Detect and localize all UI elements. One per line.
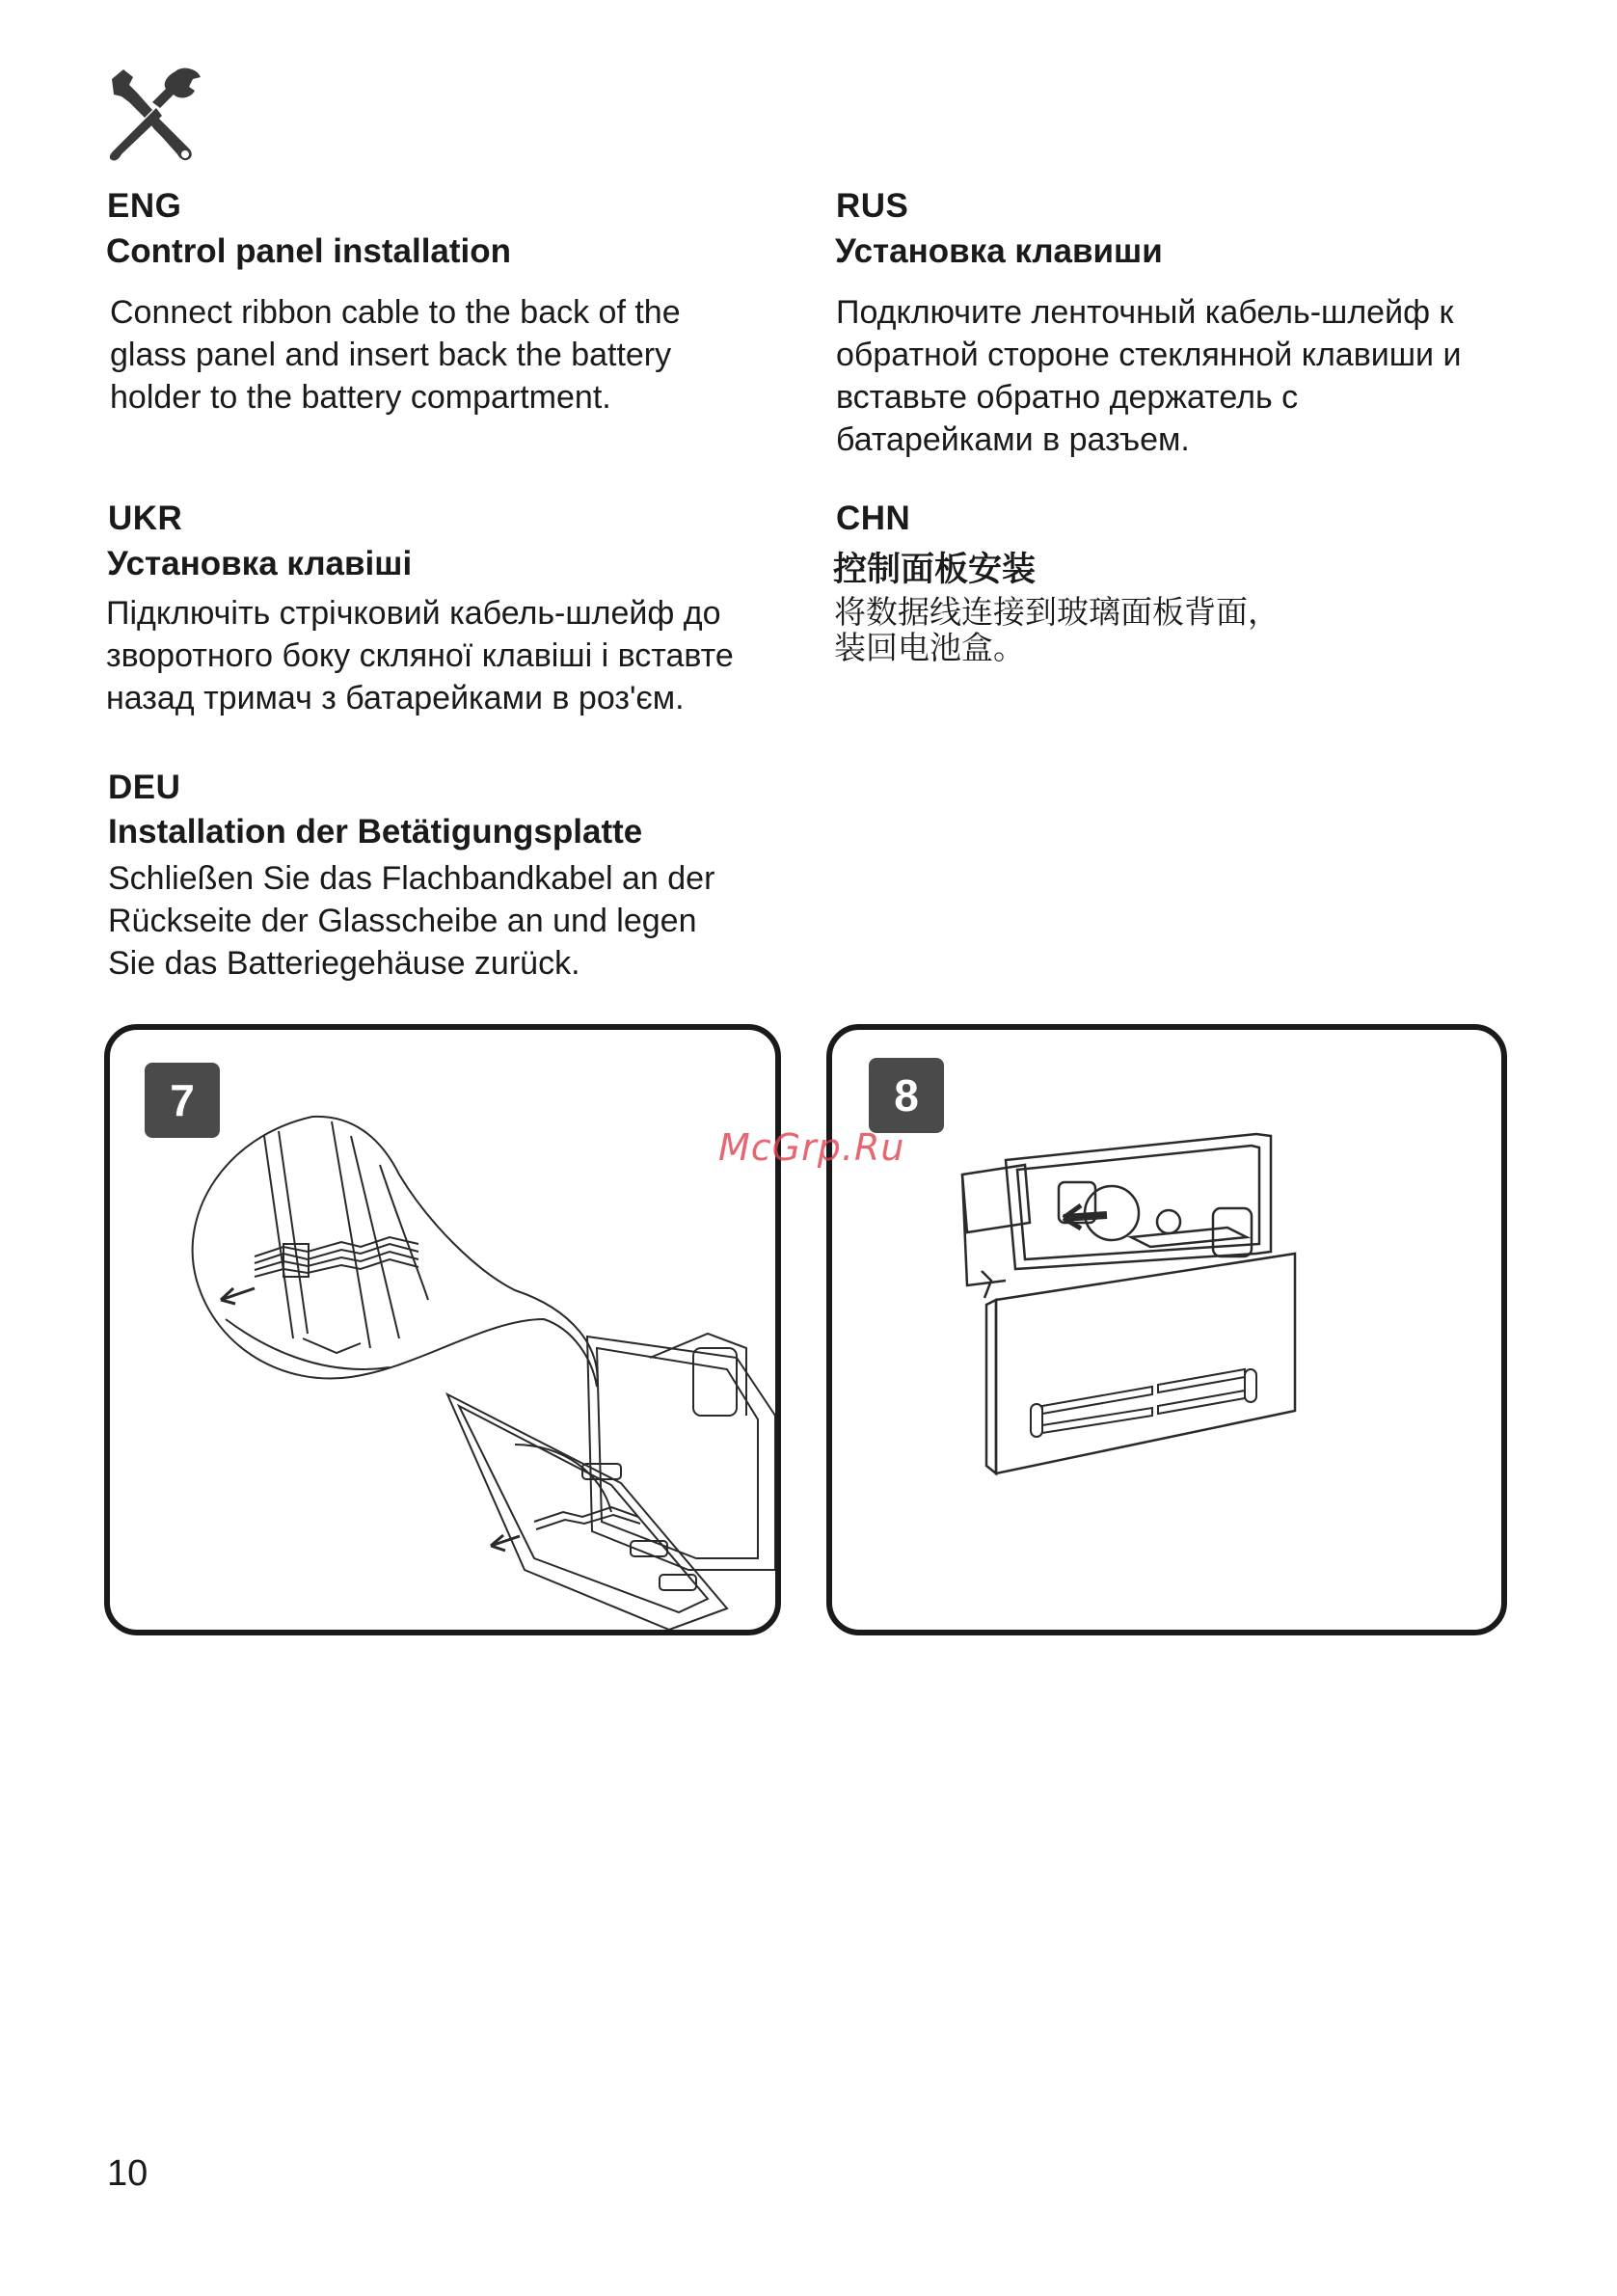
wrench-screwdriver-icon [104, 66, 202, 162]
section-title-eng: Control panel installation [106, 232, 512, 270]
figure-step-8 [826, 1024, 1507, 1635]
section-body-deu: Schließen Sie das Flachbandkabel an der Rückseite der Glasscheibe an und legen Sie das Batteriegehäuse zurück. [108, 860, 715, 982]
section-body-eng: Connect ribbon cable to the back of the glass panel and insert back the battery holder to the battery compartment. [110, 294, 681, 416]
section-title-chn: 控制面板安装 [833, 551, 1037, 589]
lang-code-deu: DEU [108, 769, 181, 806]
figure-step-7 [104, 1024, 781, 1635]
page-number: 10 [107, 2153, 148, 2194]
section-title-rus: Установка клавиши [835, 232, 1163, 270]
lang-code-ukr: UKR [108, 500, 183, 537]
lang-code-eng: ENG [107, 187, 182, 225]
section-title-deu: Installation der Betätigungsplatte [108, 813, 643, 851]
section-title-ukr: Установка клавіші [107, 545, 413, 582]
glass-panel-illustration [832, 1030, 1501, 1630]
step-number-badge: 8 [869, 1058, 944, 1133]
step-number-badge: 7 [145, 1063, 220, 1138]
lang-code-chn: CHN [836, 500, 911, 537]
watermark: McGrp.Ru [718, 1126, 905, 1169]
section-body-chn: 将数据线连接到玻璃面板背面， 装回电池盒。 [834, 593, 1280, 666]
ribbon-cable-illustration [110, 1030, 775, 1630]
section-body-ukr: Підключіть стрічковий кабель-шлейф до зворотного боку скляної клавіші і вставте назад тримач з батарейками в роз'єм. [106, 595, 734, 716]
section-body-rus: Подключите ленточный кабель-шлейф к обратной стороне стеклянной клавиши и вставьте обратно держатель с батарейками в разъем. [836, 294, 1462, 458]
lang-code-rus: RUS [836, 187, 909, 225]
